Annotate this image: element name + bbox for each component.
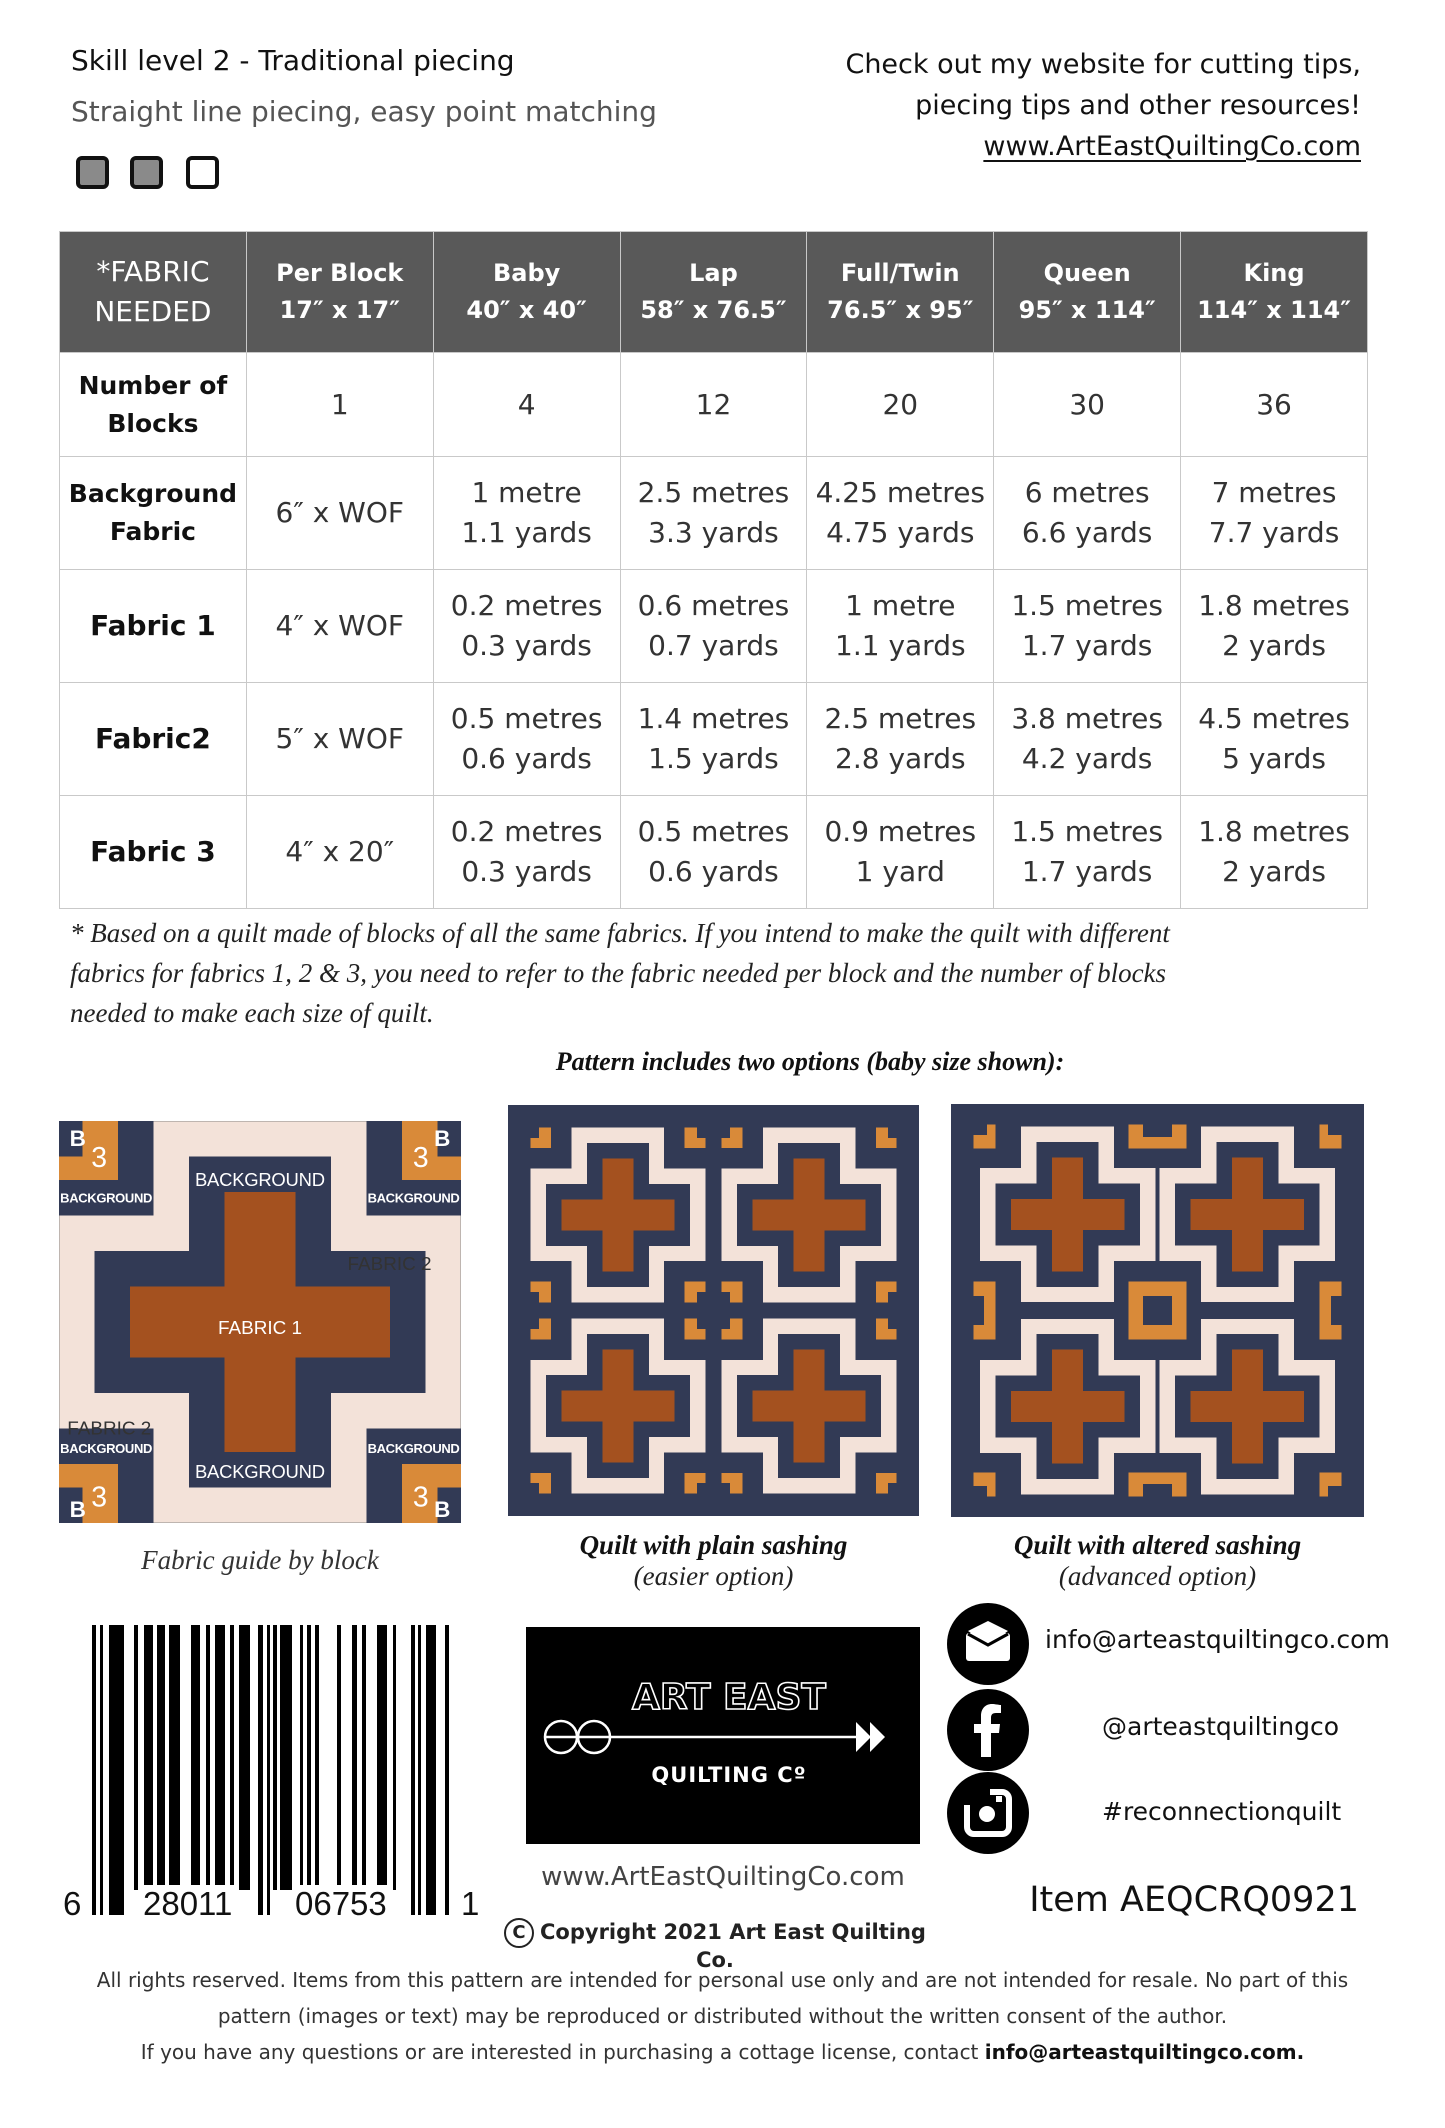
label-fabric-3: 3 <box>412 1481 429 1514</box>
label-b <box>434 1126 450 1151</box>
row-label: Fabric 3 <box>60 796 247 909</box>
table-cell: 12 <box>620 353 807 457</box>
skill-square-filled-2 <box>130 156 163 189</box>
label-b <box>434 1497 450 1522</box>
table-cell: 6 metres 6.6 yards <box>994 457 1181 570</box>
table-row-number-of-blocks <box>60 353 1368 457</box>
skill-level-title: Skill level 2 - Traditional piecing <box>71 44 515 77</box>
row-label: Fabric2 <box>60 683 247 796</box>
table-cell: 30 <box>994 353 1181 457</box>
label-b <box>70 1126 86 1151</box>
quilt-plain-caption: Quilt with plain sashing (easier option) <box>579 1530 848 1591</box>
label-background <box>195 1169 325 1190</box>
skill-square-empty-3 <box>186 156 219 189</box>
label-fabric-2 <box>347 1254 431 1275</box>
legal-notice: All rights reserved. Items from this pattern are intended for personal use only and are not intended for resale. No part of this pattern (images or text) may be reproduced or distributed without the written consent of the author. If you have any questions or are interested in purchasing a cottage license, contact info@arteastquiltingco.com. <box>96 1968 1349 2064</box>
logo-title: ART EAST <box>632 1677 826 1718</box>
table-cell: 4 <box>433 353 620 457</box>
logo-subtitle: QUILTING Cº <box>651 1763 807 1787</box>
table-cell: 0.2 metres 0.3 yards <box>433 796 620 909</box>
table-cell: 20 <box>807 353 994 457</box>
row-label: Background Fabric <box>60 457 247 570</box>
column-header-fabric-needed: *FABRIC NEEDED <box>60 232 247 353</box>
website-url[interactable]: www.ArtEastQuiltingCo.com <box>541 1862 905 1892</box>
block-fabric-guide-diagram <box>59 1121 461 1523</box>
barcode-number: 6 28011 06753 1 <box>60 1885 490 1925</box>
fabric-requirements-table <box>59 231 1368 909</box>
table-cell: 3.8 metres 4.2 yards <box>994 683 1181 796</box>
row-label: Fabric 1 <box>60 570 247 683</box>
table-cell: 2.5 metres 2.8 yards <box>807 683 994 796</box>
block-diagram-caption: Fabric guide by block <box>141 1545 379 1575</box>
contact-email[interactable]: info@arteastquiltingco.com <box>1045 1625 1390 1654</box>
skill-square-filled-1 <box>76 156 109 189</box>
table-cell: 4″ x WOF <box>246 570 433 683</box>
table-cell: 1.5 metres 1.7 yards <box>994 796 1181 909</box>
contact-facebook[interactable]: @arteastquiltingco <box>1102 1712 1340 1741</box>
email-icon <box>947 1603 1029 1685</box>
table-cell: 0.5 metres 0.6 yards <box>433 683 620 796</box>
label-fabric-2 <box>67 1418 151 1439</box>
table-cell: 5″ x WOF <box>246 683 433 796</box>
label-background <box>60 1441 152 1456</box>
label-fabric-3: 3 <box>412 1142 429 1175</box>
table-row-fabric-2 <box>60 683 1368 796</box>
label-background <box>60 1191 152 1206</box>
table-cell: 0.5 metres 0.6 yards <box>620 796 807 909</box>
column-header-king: King 114″ x 114″ <box>1181 232 1368 353</box>
table-cell: 7 metres 7.7 yards <box>1181 457 1368 570</box>
promo-line-1: Check out my website for cutting tips, <box>845 49 1361 80</box>
table-cell: 0.9 metres 1 yard <box>807 796 994 909</box>
copyright-notice: C Copyright 2021 Art East Quilting Co. <box>495 1918 935 1972</box>
facebook-icon <box>947 1689 1029 1771</box>
table-cell: 4.25 metres 4.75 yards <box>807 457 994 570</box>
table-cell: 1.8 metres 2 yards <box>1181 796 1368 909</box>
column-header-per-block: Per Block 17″ x 17″ <box>246 232 433 353</box>
contact-hashtag: #reconnectionquilt <box>1102 1797 1342 1826</box>
label-fabric-1 <box>218 1318 302 1339</box>
table-cell: 0.2 metres 0.3 yards <box>433 570 620 683</box>
website-link[interactable]: www.ArtEastQuiltingCo.com <box>983 131 1361 162</box>
copyright-icon: C <box>504 1918 534 1948</box>
label-background <box>368 1441 460 1456</box>
label-fabric-3: 3 <box>91 1142 108 1175</box>
website-promo <box>845 44 1361 167</box>
table-footnote: * Based on a quilt made of blocks of all the same fabrics. If you intend to make the quilt with different fabrics for fabrics 1, 2 & 3, you need to refer to the fabric needed per block and the number of blocks needed to make each size of quilt. <box>70 918 1170 1028</box>
table-row-background-fabric <box>60 457 1368 570</box>
contact-email-link[interactable]: info@arteastquiltingco.com. <box>984 2040 1305 2064</box>
quilt-plain-sashing-image <box>508 1104 919 1517</box>
table-cell: 1.5 metres 1.7 yards <box>994 570 1181 683</box>
table-row-fabric-1 <box>60 570 1368 683</box>
table-cell: 1.4 metres 1.5 yards <box>620 683 807 796</box>
column-header-queen: Queen 95″ x 114″ <box>994 232 1181 353</box>
art-east-logo <box>526 1627 920 1844</box>
table-cell: 1 metre 1.1 yards <box>807 570 994 683</box>
column-header-baby: Baby 40″ x 40″ <box>433 232 620 353</box>
row-label: Number of Blocks <box>60 353 247 457</box>
promo-line-2: piecing tips and other resources! <box>915 90 1361 121</box>
item-code: Item AEQCRQ0921 <box>1029 1880 1359 1920</box>
table-cell: 0.6 metres 0.7 yards <box>620 570 807 683</box>
label-fabric-3: 3 <box>91 1481 108 1514</box>
logo-graphic <box>526 1627 920 1844</box>
column-header-full-twin: Full/Twin 76.5″ x 95″ <box>807 232 994 353</box>
table-header-row <box>60 232 1368 353</box>
label-background <box>195 1461 325 1482</box>
table-row-fabric-3 <box>60 796 1368 909</box>
table-cell: 36 <box>1181 353 1368 457</box>
table-cell: 4.5 metres 5 yards <box>1181 683 1368 796</box>
table-cell: 4″ x 20″ <box>246 796 433 909</box>
label-background <box>368 1191 460 1206</box>
barcode <box>88 1625 460 1915</box>
instagram-icon <box>947 1772 1029 1854</box>
table-cell: 1 metre 1.1 yards <box>433 457 620 570</box>
label-b <box>70 1497 86 1522</box>
table-cell: 1.8 metres 2 yards <box>1181 570 1368 683</box>
skill-level-description: Straight line piecing, easy point matching <box>71 95 657 128</box>
pattern-options-heading: Pattern includes two options (baby size shown): <box>555 1047 1065 1076</box>
quilt-altered-sashing-image <box>951 1104 1364 1517</box>
quilt-altered-caption: Quilt with altered sashing (advanced option) <box>1013 1530 1302 1591</box>
table-cell: 6″ x WOF <box>246 457 433 570</box>
table-cell: 1 <box>246 353 433 457</box>
table-cell: 2.5 metres 3.3 yards <box>620 457 807 570</box>
column-header-lap: Lap 58″ x 76.5″ <box>620 232 807 353</box>
